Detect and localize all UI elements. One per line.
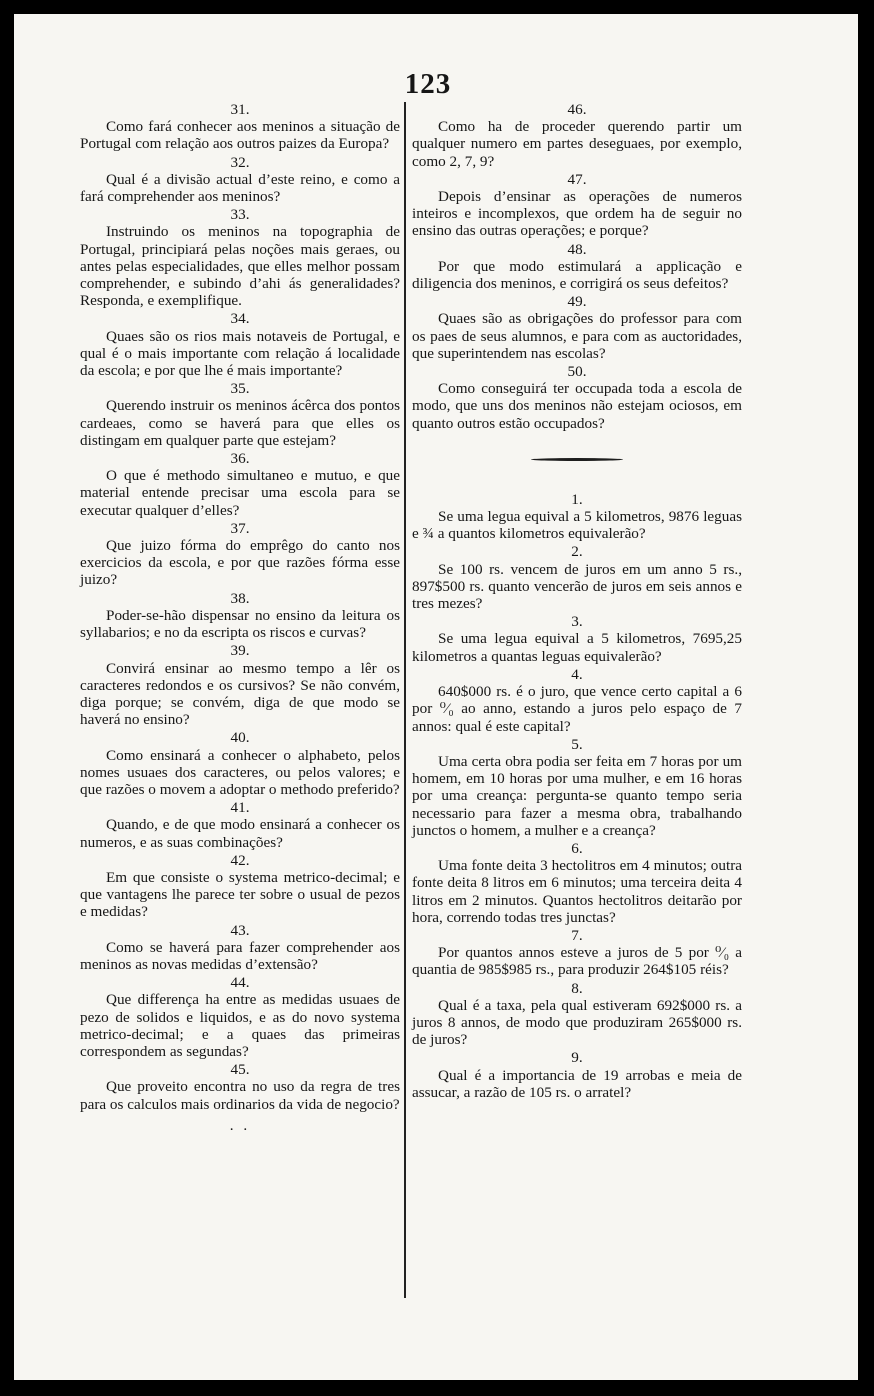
page-number: 123 (404, 68, 452, 100)
question-number: 48. (567, 240, 587, 258)
question-text: Por que modo estimulará a applicação e diligencia dos meninos, e corrigirá os seus defeitos? (412, 257, 742, 293)
question-number: 50. (567, 363, 587, 381)
problem-number: 4. (571, 665, 583, 683)
section-divider (531, 458, 623, 461)
problem-text: Uma fonte deita 3 hectolitros em 4 minutos; outra fonte deita 8 litros em 6 minutos; uma terceira deita 4 litros em 2 minutos. Quantos hectolitros deitarão por hora, correndo todas tres junctas? (412, 857, 742, 926)
question-number: 34. (230, 310, 250, 328)
question-text: Que proveito encontra no uso da regra de tres para os calculos mais ordinarios da vida de negocio? (80, 1078, 400, 1113)
question-number: 40. (230, 729, 250, 747)
question-number: 49. (567, 293, 587, 311)
question-text: Instruindo os meninos na topographia de Portugal, principiará pelas noções mais geraes, ou antes pelas especialidades, que elles melhor possam comprehender, e subindo d’ahi ás generalidades? Responda, e exemplifique. (80, 223, 400, 310)
question-number: 42. (230, 851, 250, 869)
question-text: Como conseguirá ter occupada toda a escola de modo, que uns dos meninos não estejam ociosos, em quanto outros estão occupados? (412, 380, 742, 432)
question-number: 46. (567, 101, 587, 118)
question-text: Quaes são as obrigações do professor para com os paes de seus alumnos, e para com as auctoridades, que superintendem nas escolas? (412, 310, 742, 362)
question-number: 45. (230, 1061, 250, 1079)
problem-text: Qual é a taxa, pela qual estiveram 692$000 rs. a juros 8 annos, de modo que produziram 265$000 rs. de juros? (412, 996, 742, 1049)
question-text: Quaes são os rios mais notaveis de Portugal, e qual é o mais importante com relação á localidade da escola; e por que lhe é mais importante? (80, 327, 400, 380)
question-text: Que juizo fórma do emprêgo do canto nos exercicios da escola, e por que razões fórma esse juizo? (80, 537, 400, 589)
problem-number: 6. (571, 839, 583, 857)
question-text: Como ha de proceder querendo partir um qualquer numero em partes deseguaes, por exemplo, como 2, 7, 9? (412, 118, 742, 170)
question-number: 35. (230, 380, 250, 398)
question-text: Convirá ensinar ao mesmo tempo a lêr os caracteres redondos e os cursivos? Se não convém, diga porque; se convém, diga de que modo se haverá no ensino? (80, 659, 400, 729)
problem-text: Se uma legua equival a 5 kilometros, 7695,25 kilometros a quantas leguas equivalerão? (412, 630, 742, 665)
document-page (14, 14, 858, 1380)
column-rule (404, 102, 406, 1298)
question-number: 31. (230, 101, 250, 118)
problem-text: Se uma legua equival a 5 kilometros, 9876 leguas e ¾ a quantos kilometros equivalerão? (412, 508, 742, 543)
question-text: O que é methodo simultaneo e mutuo, e que material entende precisar uma escola para se executar qualquer d’elles? (80, 467, 400, 519)
problem-number: 2. (571, 543, 583, 561)
question-number: 32. (230, 153, 250, 171)
problem-number: 9. (571, 1049, 583, 1067)
question-text: Que differença ha entre as medidas usuaes de pezo de solidos e liquidos, e as do novo systema metrico-decimal; e a quaes das primeiras correspondem as segundas? (80, 991, 400, 1060)
question-text: Em que consiste o systema metrico-decimal; e que vantagens lhe parece ter sobre o usual de pezos e medidas? (80, 868, 400, 921)
question-number: 41. (230, 799, 250, 817)
problem-number: 7. (571, 926, 583, 944)
question-number: 43. (230, 921, 250, 939)
question-text: Como fará conhecer aos meninos a situação de Portugal com relação aos outros paizes da Europa? (80, 118, 400, 153)
problem-text: 640$000 rs. é o juro, que vence certo capital a 6 por ⁰⁄₀ ao anno, estando a juros pelo espaço de 7 annos: qual é este capital? (412, 683, 742, 735)
question-text: Querendo instruir os meninos ácêrca dos pontos cardeaes, como se haverá para que elles os distingam em qualquer parte que estejam? (80, 397, 400, 449)
problem-number: 1. (571, 490, 583, 508)
right-column (412, 100, 742, 1101)
question-number: 33. (230, 206, 250, 224)
question-number: 38. (230, 589, 250, 607)
question-number: 39. (230, 642, 250, 660)
problem-number: 3. (571, 613, 583, 631)
question-text: Como se haverá para fazer comprehender aos meninos as novas medidas d’extensão? (80, 938, 400, 973)
question-text: Qual é a divisão actual d’este reino, e como a fará comprehender aos meninos? (80, 170, 400, 206)
question-text: Poder-se-hão dispensar no ensino da leitura os syllabarios; e no da escripta os riscos e curvas? (80, 606, 400, 642)
problem-text: Por quantos annos esteve a juros de 5 por ⁰⁄₀ a quantia de 985$985 rs., para produzir 264$105 réis? (412, 944, 742, 979)
question-text: Depois d’ensinar as operações de numeros inteiros e incomplexos, que ordem ha de seguir no ensino das outras operações; e porque? (412, 188, 742, 240)
question-text: Quando, e de que modo ensinará a conhecer os numeros, e as suas combinações? (80, 816, 400, 851)
question-text: Como ensinará a conhecer o alphabeto, pelos nomes usuaes dos caracteres, ou pelos valores; e que razões o movem a adoptar o methodo preferido? (80, 746, 400, 798)
problem-text: Se 100 rs. vencem de juros em um anno 5 rs., 897$500 rs. quanto vencerão de juros em seis annos e tres mezes? (412, 560, 742, 613)
question-number: 37. (230, 519, 250, 537)
trailing-dots: . . (229, 1116, 251, 1134)
question-number: 36. (230, 450, 250, 468)
problem-text: Uma certa obra podia ser feita em 7 horas por um homem, em 10 horas por uma mulher, e em 16 horas por uma creança: pergunta-se quanto tempo seria necessario para fazer a mesma obra, trabalhando junctos o homem, a mulher e a creança? (412, 752, 742, 839)
question-number: 47. (567, 170, 587, 188)
question-number: 44. (230, 974, 250, 992)
problem-text: Qual é a importancia de 19 arrobas e meia de assucar, a razão de 105 rs. o arratel? (412, 1066, 742, 1101)
left-column (80, 100, 400, 1134)
problem-number: 8. (571, 979, 583, 997)
problem-number: 5. (571, 735, 583, 753)
